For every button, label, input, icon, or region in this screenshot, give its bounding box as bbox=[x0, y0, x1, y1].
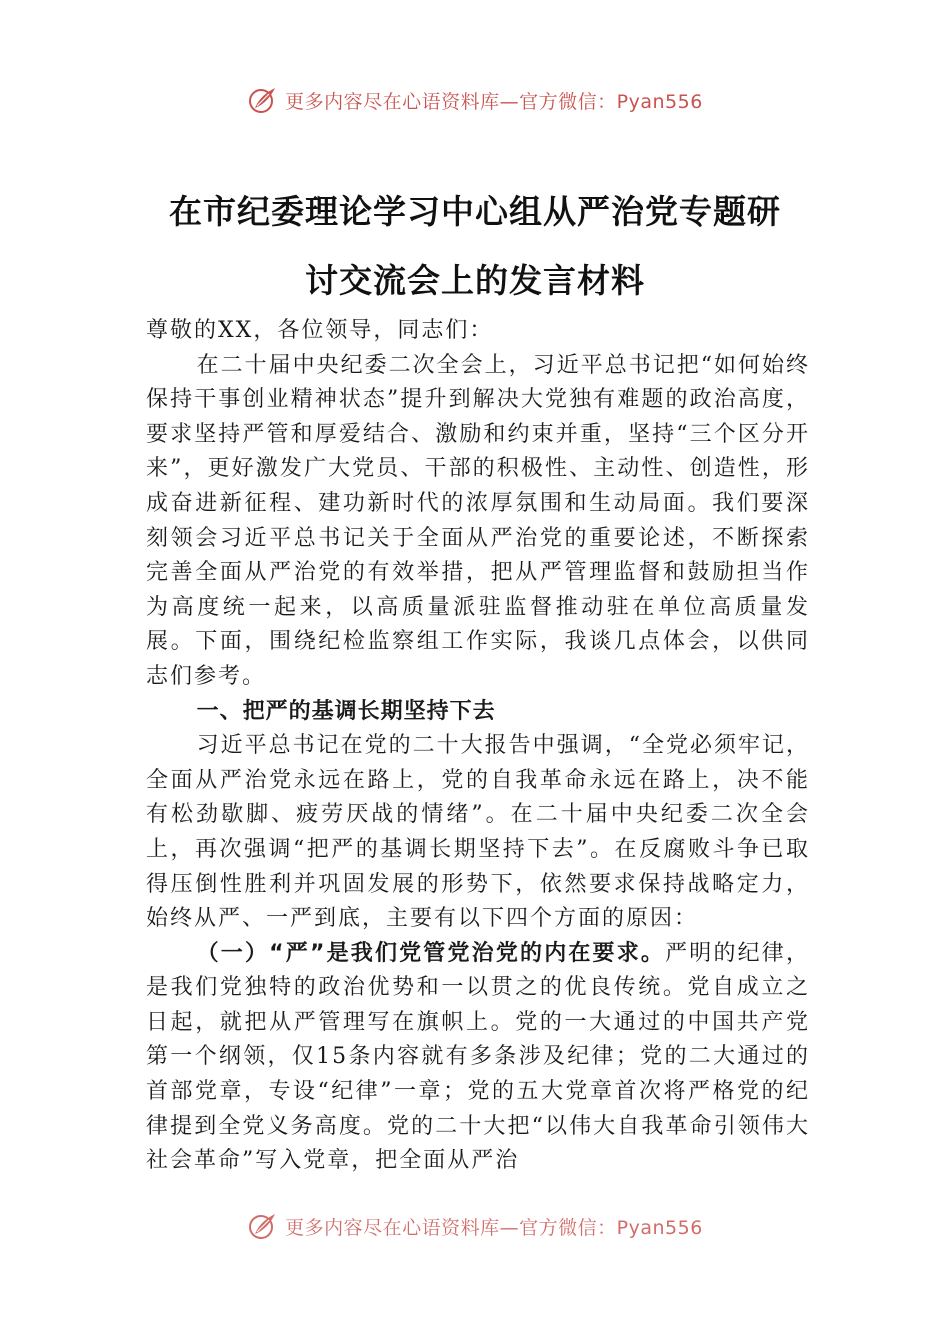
watermark-text: 更多内容尽在心语资料库—官方微信：Pyan556 bbox=[285, 1216, 703, 1239]
paragraph-subsection1 bbox=[146, 937, 810, 1179]
subsection-heading-1: （一）“严”是我们党管党治党的内在要求。 bbox=[196, 940, 666, 966]
document-title-line2: 讨交流会上的发言材料 bbox=[305, 261, 645, 300]
subsection-text-1: 严明的纪律，是我们党独特的政治优势和一以贯之的优良传统。党自成立之日起，就把从严管理写在旗帜上。党的一大通过的中国共产党第一个纲领，仅15条内容就有多条涉及纪律；党的二大通过的首部党章，专设“纪律”一章；党的五大党章首次将严格党的纪律提到全党义务高度。党的二十大把“以伟大自我革命引领伟大社会革命”写入党章，把全面从严治 bbox=[146, 940, 810, 1174]
watermark-header bbox=[0, 84, 950, 116]
document-body bbox=[146, 314, 810, 1179]
watermark-text: 更多内容尽在心语资料库—官方微信：Pyan556 bbox=[285, 90, 703, 113]
quill-leaf-icon bbox=[247, 84, 279, 116]
document-title-line1: 在市纪委理论学习中心组从严治党专题研 bbox=[169, 192, 781, 231]
section-heading-1: 一、把严的基调长期坚持下去 bbox=[196, 698, 496, 724]
paragraph-intro: 在二十届中央纪委二次全会上，习近平总书记把“如何始终保持干事创业精神状态”提升到解决大党独有难题的政治高度，要求坚持严管和厚爱结合、激励和约束并重，坚持“三个区分开来”，更好激发广大党员、干部的积极性、主动性、创造性，形成奋进新征程、建功新时代的浓厚氛围和生动局面。我们要深刻领会习近平总书记关于全面从严治党的重要论述，不断探索完善全面从严治党的有效举措，把从严管理监督和鼓励担当作为高度统一起来，以高质量派驻监督推动驻在单位高质量发展。下面，围绕纪检监察组工作实际，我谈几点体会，以供同志们参考。 bbox=[146, 352, 810, 689]
watermark-footer bbox=[0, 1210, 950, 1242]
quill-leaf-icon bbox=[247, 1210, 279, 1242]
salutation: 尊敬的XX，各位领导，同志们： bbox=[146, 318, 494, 343]
paragraph-section1: 习近平总书记在党的二十大报告中强调，“全党必须牢记，全面从严治党永远在路上，党的自我革命永远在路上，决不能有松劲歇脚、疲劳厌战的情绪”。在二十届中央纪委二次全会上，再次强调“把严的基调长期坚持下去”。在反腐败斗争已取得压倒性胜利并巩固发展的形势下，依然要求保持战略定力，始终从严、一严到底，主要有以下四个方面的原因： bbox=[146, 733, 810, 932]
